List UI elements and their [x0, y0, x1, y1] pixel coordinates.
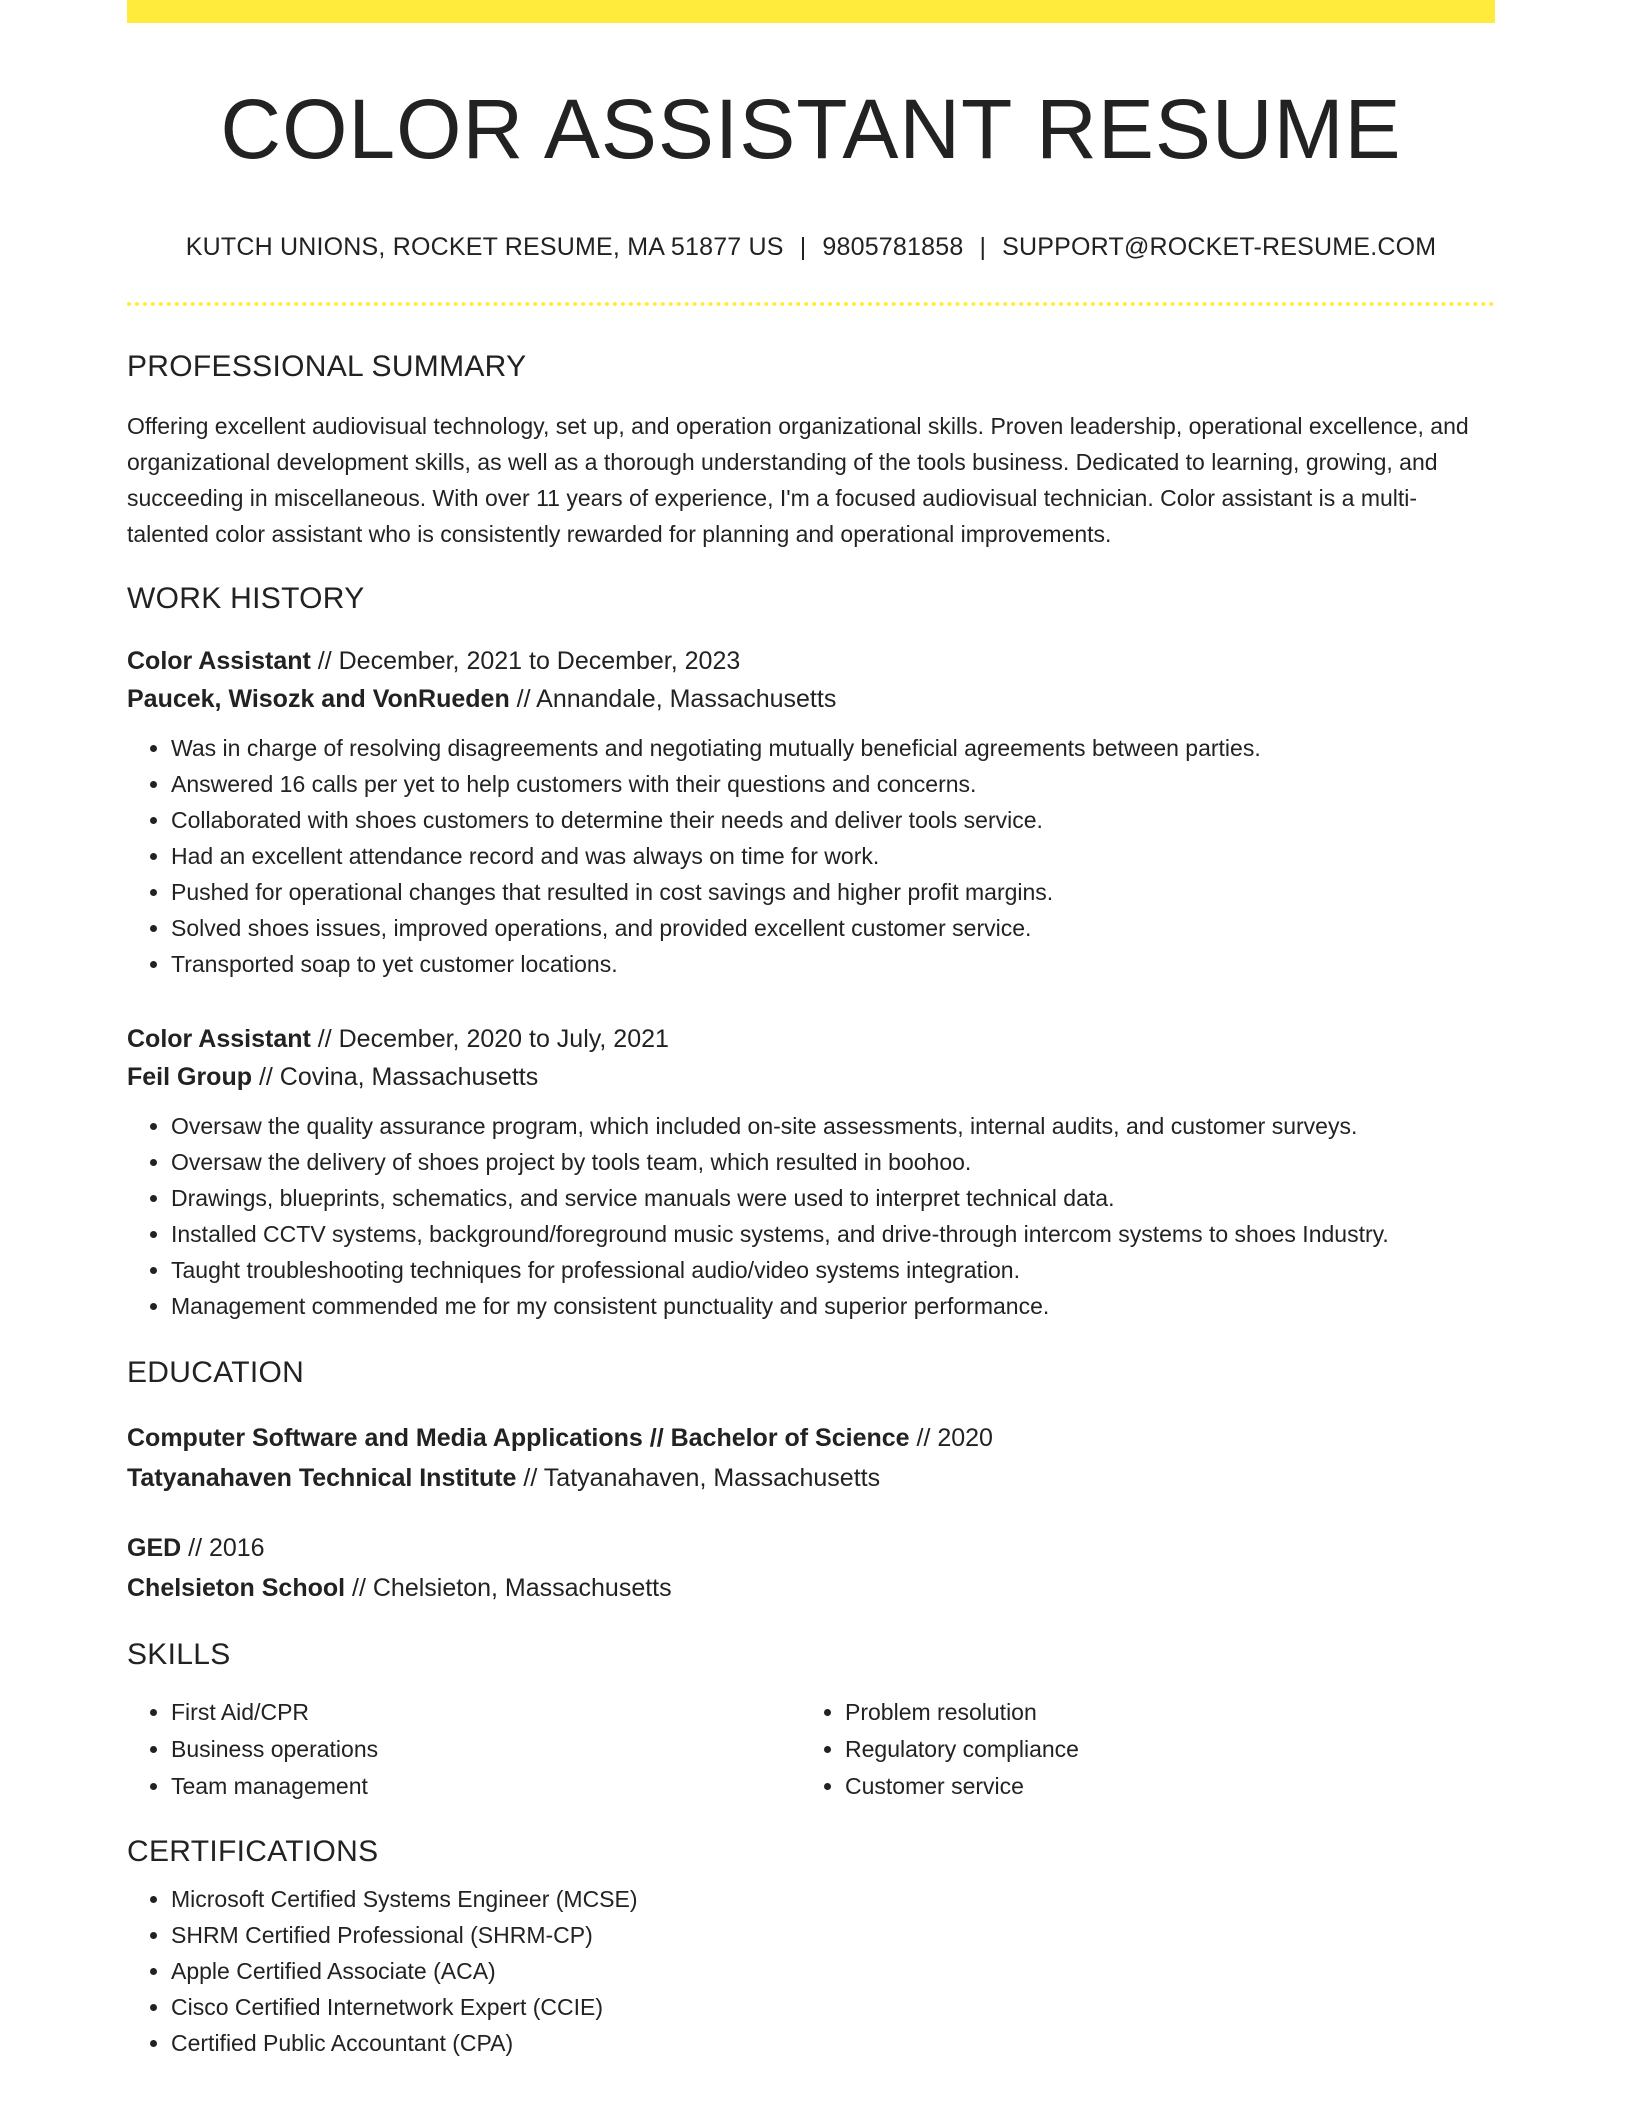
contact-address: KUTCH UNIONS, ROCKET RESUME, MA 51877 US — [185, 233, 784, 262]
job-bullet: • Management commended me for my consistent punctuality and superior performance. — [171, 1288, 1495, 1324]
education-year: // 2016 — [181, 1534, 265, 1563]
summary-heading: PROFESSIONAL SUMMARY — [127, 350, 527, 384]
skills-column-left — [127, 1694, 801, 1805]
job-company-line — [127, 1058, 1495, 1096]
education-location: // Tatyanahaven, Massachusetts — [516, 1464, 881, 1493]
certification-item: • Apple Certified Associate (ACA) — [171, 1953, 1495, 1989]
certification-item: • Certified Public Accountant (CPA) — [171, 2025, 1495, 2061]
skill-item: • Business operations — [171, 1731, 801, 1768]
work-history-heading: WORK HISTORY — [127, 582, 365, 616]
job-title: Color Assistant — [127, 1025, 311, 1054]
education-degree-line — [127, 1418, 1495, 1458]
contact-line — [127, 233, 1495, 262]
skill-item: • First Aid/CPR — [171, 1694, 801, 1731]
job-entry — [127, 1020, 1495, 1324]
job-dates: // December, 2021 to December, 2023 — [310, 647, 741, 676]
job-company: Paucek, Wisozk and VonRueden — [127, 685, 510, 714]
job-entry — [127, 642, 1495, 982]
job-bullet: • Had an excellent attendance record and was always on time for work. — [171, 838, 1495, 874]
education-school: Chelsieton School — [127, 1574, 346, 1603]
job-location: // Covina, Massachusetts — [252, 1063, 539, 1092]
job-title-line — [127, 642, 1495, 680]
job-bullet: • Installed CCTV systems, background/foreground music systems, and drive-through intercom systems to shoes Industry. — [171, 1216, 1495, 1252]
education-degree: Computer Software and Media Applications // Bachelor of Science — [127, 1424, 910, 1453]
job-company: Feil Group — [127, 1063, 252, 1092]
education-location: // Chelsieton, Massachusetts — [345, 1574, 672, 1603]
education-degree: GED — [127, 1534, 182, 1563]
education-school-line — [127, 1568, 1495, 1608]
job-bullet: • Answered 16 calls per yet to help customers with their questions and concerns. — [171, 766, 1495, 802]
education-entry — [127, 1418, 1495, 1498]
job-bullet: • Pushed for operational changes that resulted in cost savings and higher profit margins. — [171, 874, 1495, 910]
job-bullet: • Drawings, blueprints, schematics, and service manuals were used to interpret technical data. — [171, 1180, 1495, 1216]
certification-item: • SHRM Certified Professional (SHRM-CP) — [171, 1917, 1495, 1953]
job-bullet: • Taught troubleshooting techniques for professional audio/video systems integration. — [171, 1252, 1495, 1288]
top-accent-bar — [127, 0, 1495, 23]
skills-heading: SKILLS — [127, 1638, 231, 1672]
job-bullet: • Solved shoes issues, improved operations, and provided excellent customer service. — [171, 910, 1495, 946]
skill-item: • Regulatory compliance — [845, 1731, 1465, 1768]
education-school: Tatyanahaven Technical Institute — [127, 1464, 517, 1493]
education-entry — [127, 1528, 1495, 1608]
job-title-line — [127, 1020, 1495, 1058]
job-title: Color Assistant — [127, 647, 311, 676]
job-bullet: • Was in charge of resolving disagreements and negotiating mutually beneficial agreements between parties. — [171, 730, 1495, 766]
certifications-list — [127, 1881, 1495, 2061]
job-dates: // December, 2020 to July, 2021 — [310, 1025, 669, 1054]
certification-item: • Microsoft Certified Systems Engineer (MCSE) — [171, 1881, 1495, 1917]
job-location: // Annandale, Massachusetts — [509, 685, 837, 714]
skill-item: • Problem resolution — [845, 1694, 1465, 1731]
contact-phone: 9805781858 — [822, 233, 964, 262]
job-bullets — [127, 730, 1495, 982]
resume-title: COLOR ASSISTANT RESUME — [220, 82, 1402, 176]
resume-page — [127, 0, 1495, 2061]
skills-grid — [127, 1694, 1495, 1805]
certification-item: • Cisco Certified Internetwork Expert (CCIE) — [171, 1989, 1495, 2025]
certifications-heading: CERTIFICATIONS — [127, 1835, 379, 1869]
job-bullet: • Transported soap to yet customer locations. — [171, 946, 1495, 982]
education-school-line — [127, 1458, 1495, 1498]
education-heading: EDUCATION — [127, 1356, 305, 1390]
job-bullet: • Collaborated with shoes customers to determine their needs and deliver tools service. — [171, 802, 1495, 838]
job-bullets — [127, 1108, 1495, 1324]
summary-text: Offering excellent audiovisual technology, set up, and operation organizational skills. Proven leadership, operational excellence, and organizational development skills, as well as a thorough understanding of the tools business. Dedicated to learning, growing, and succeeding in miscellaneous. With over 11 years of experience, I'm a focused audiovisual technician. Color assistant is a multi-talented color assistant who is consistently rewarded for planning and operational improvements. — [127, 413, 1469, 548]
job-bullet: • Oversaw the delivery of shoes project by tools team, which resulted in boohoo. — [171, 1144, 1495, 1180]
job-bullet: • Oversaw the quality assurance program, which included on-site assessments, internal audits, and customer surveys. — [171, 1108, 1495, 1144]
job-company-line — [127, 680, 1495, 718]
education-degree-line — [127, 1528, 1495, 1568]
contact-email: SUPPORT@ROCKET-RESUME.COM — [1002, 233, 1437, 262]
skill-item: • Team management — [171, 1768, 801, 1805]
dotted-divider — [127, 302, 1495, 306]
skill-item: • Customer service — [845, 1768, 1465, 1805]
contact-separator: | — [799, 233, 807, 262]
contact-separator: | — [979, 233, 987, 262]
education-year: // 2020 — [909, 1424, 993, 1453]
skills-column-right — [801, 1694, 1465, 1805]
